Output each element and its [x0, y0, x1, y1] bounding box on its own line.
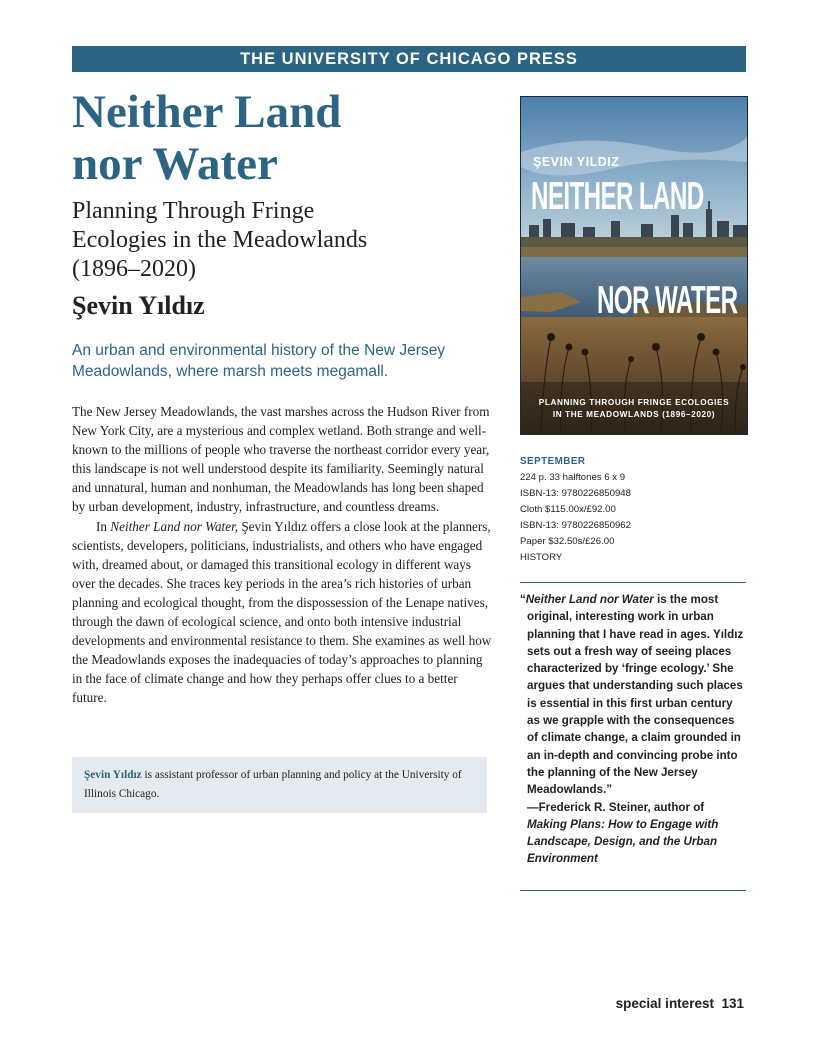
attribution-name: —Frederick R. Steiner, author of — [527, 800, 705, 814]
price-cloth: Cloth $115.00x/£92.00 — [520, 504, 616, 515]
book-cover — [520, 96, 748, 435]
book-details — [520, 454, 746, 566]
cover-subtitle-line1: PLANNING THROUGH FRINGE ECOLOGIES — [538, 398, 730, 407]
isbn-cloth: ISBN-13: 9780226850948 — [520, 488, 631, 499]
publisher-banner: THE UNIVERSITY OF CHICAGO PRESS — [72, 46, 746, 72]
footer-section: special interest — [615, 996, 714, 1011]
subject-category: HISTORY — [520, 552, 563, 563]
bio-text: is assistant professor of urban planning and policy at the University of Illinois Chicago. — [84, 769, 462, 800]
cover-photo — [521, 97, 747, 434]
cover-title-bottom: NOR WATER — [596, 279, 737, 322]
book-title-line1: Neither Land — [72, 86, 342, 138]
subtitle-line2: Ecologies in the Meadowlands — [72, 227, 368, 253]
page-number: 131 — [721, 996, 744, 1011]
price-paper: Paper $32.50s/£26.00 — [520, 536, 615, 547]
page-count: 224 p. 33 halftones 6 x 9 — [520, 472, 626, 483]
quote-body: is the most original, interesting work in urban planning that I have read in ages. Yıldız sets out a fresh way of seeing places characterized by ‘fringe ecology.’ She argues that understanding such places is essential in this first urban century as we grapple with the consequences of climate change, a claim grounded in an in-depth and convincing probe into the planning of the New Jersey Meadowlands.” — [527, 593, 744, 797]
quote-attribution — [520, 799, 746, 868]
cover-title-top: NEITHER LAND — [531, 175, 704, 218]
description-paragraph-2 — [72, 517, 492, 708]
book-title-line2: nor Water — [72, 138, 278, 190]
open-quote-mark: “ — [520, 593, 526, 606]
cover-subtitle — [521, 397, 747, 421]
cover-subtitle-line2: IN THE MEADOWLANDS (1896–2020) — [552, 410, 716, 419]
page-footer — [616, 996, 744, 1011]
subtitle-line1: Planning Through Fringe — [72, 198, 315, 224]
author-bio-box — [72, 757, 487, 813]
description-paragraph-1: The New Jersey Meadowlands, the vast marshes across the Hudson River from New York City, are a mysterious and complex wetland. Both strange and well-known to the millions of people who traverse the northeast corridor every year, this landscape is not well understood despite its familiarity. Seemingly natural and unnatural, human and nonhuman, the Meadowlands has long been shaped by urban development, industry, infrastructure, and countless dreams. — [72, 404, 490, 515]
isbn-paper: ISBN-13: 9780226850962 — [520, 520, 631, 531]
paragraph2-rest: Şevin Yıldız offers a close look at the planners, scientists, developers, politicians, industrialists, and others who have engaged with, dreamed about, or damaged this transitional ecology in different ways over the decades. She traces key periods in the area’s rich histories of urban planning and ecological thought, from the dispossession of the Lenape natives, through the dawn of ecological science, and onto both intensive industrial developments and environmental resistance to them. She examines as well how the Meadowlands exposes the inadequacies of today’s approaches to planning in the face of climate change and how they perhaps offer clues to a better future. — [72, 518, 492, 706]
bio-author-name: Şevin Yıldız — [84, 769, 142, 781]
book-tagline: An urban and environmental history of the New Jersey Meadowlands, where marsh meets megamall. — [72, 342, 446, 380]
book-author: Şevin Yıldız — [72, 291, 205, 320]
quote-book-title: Neither Land nor Water — [525, 593, 654, 606]
description-body — [72, 402, 492, 708]
endorsement-quote — [520, 582, 746, 891]
book-subtitle — [72, 197, 492, 284]
cover-author: ŞEVIN YILDIZ — [533, 155, 620, 169]
quote-text — [520, 591, 746, 799]
book-title — [72, 86, 492, 190]
attribution-book: Making Plans: How to Engage with Landscape, Design, and the Urban Environment — [527, 817, 719, 866]
subtitle-line3: (1896–2020) — [72, 256, 196, 282]
paragraph2-intro: In — [96, 518, 111, 534]
paragraph2-book-title: Neither Land nor Water, — [110, 518, 239, 534]
publication-month: SEPTEMBER — [520, 456, 586, 467]
